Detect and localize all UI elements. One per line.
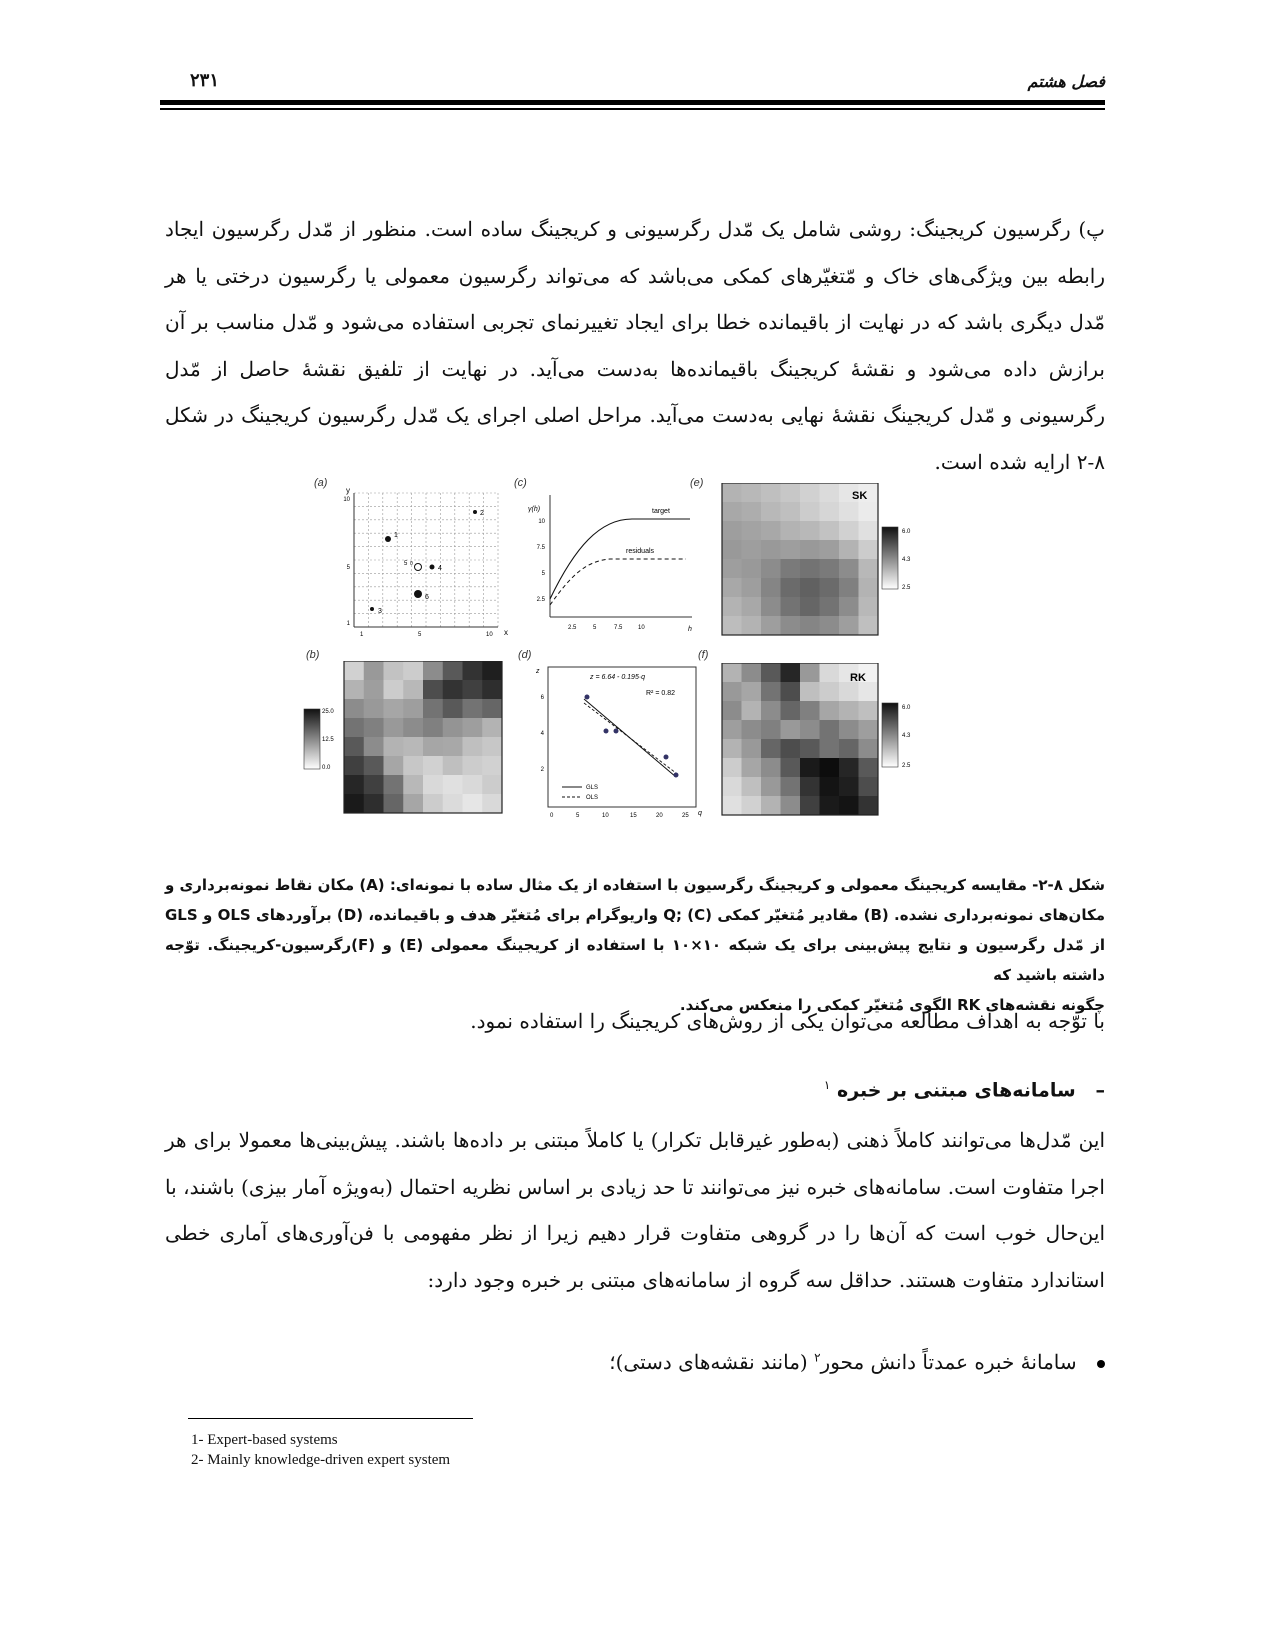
raster-cell [742,720,762,740]
covariate-colorbar [304,709,320,769]
raster-cell [781,701,801,721]
raster-cell [839,521,859,541]
bullet-text-b: (مانند نقشه‌های دستی)؛ [609,1350,808,1374]
raster-cell [781,597,801,617]
raster-cell [761,739,781,759]
raster-cell [384,718,404,738]
raster-cell [482,661,502,681]
raster-cell [463,794,483,814]
raster-cell [839,540,859,560]
data-point [614,729,619,734]
raster-cell [800,502,820,522]
panel-a-xtick-1: 1 [360,632,364,637]
raster-cell [364,661,384,681]
raster-cell [443,775,463,795]
raster-cell [781,777,801,797]
rk-title: RK [850,672,866,684]
raster-cell [482,680,502,700]
raster-cell [364,718,384,738]
regression-r2: R² = 0.82 [646,690,675,697]
raster-cell [722,701,742,721]
raster-cell [781,758,801,778]
raster-cell [423,775,443,795]
raster-cell [344,718,364,738]
raster-cell [364,699,384,719]
section-heading-expert-systems [824,1078,1105,1101]
bullet-item-knowledge-driven [609,1350,1105,1374]
raster-cell [839,720,859,740]
raster-cell [344,794,364,814]
panel-f-rk-map [720,663,940,817]
panel-label-f: (f) [698,649,709,661]
panel-d-xtick-25: 25 [682,813,689,819]
raster-cell [859,739,879,759]
raster-cell [722,616,742,636]
raster-cell [423,737,443,757]
bullet-text-a: سامانهٔ خبره عمدتاً دانش محور [820,1350,1077,1374]
raster-cell [859,796,879,816]
data-point [585,695,590,700]
raster-cell [722,777,742,797]
raster-cell [859,616,879,636]
raster-cell [403,699,423,719]
raster-cell [384,699,404,719]
panel-c-xlabel: h [688,626,692,633]
data-point [664,755,669,760]
raster-cell [839,502,859,522]
raster-cell [781,578,801,598]
raster-cell [859,701,879,721]
raster-cell [839,796,859,816]
raster-cell [482,775,502,795]
raster-cell [859,521,879,541]
raster-cell [761,578,781,598]
raster-cell [800,483,820,503]
header-rule-thin [160,108,1105,110]
raster-cell [722,540,742,560]
covariate-legend-0: 0.0 [322,765,331,771]
sample-label-5: 5 [404,561,408,567]
footnote-1: 1- Expert-based systems [191,1432,338,1448]
raster-cell [443,737,463,757]
panel-c-xtick-2.5: 2.5 [568,625,577,631]
raster-cell [742,578,762,598]
caption-last-line: چگونه نقشه‌های RK الگوی مُتغیّر کمکی را منعکس می‌کند. [679,996,1105,1014]
raster-cell [443,756,463,776]
legend-ols-label: OLS [586,795,599,801]
sk-legend-4.3: 4.3 [902,557,911,563]
rk-legend-6.0: 6.0 [902,705,911,711]
raster-cell [781,682,801,702]
panel-c-ytick-2.5: 2.5 [536,597,545,603]
raster-cell [859,777,879,797]
raster-cell [742,597,762,617]
raster-cell [820,720,840,740]
raster-cell [384,661,404,681]
raster-cell [344,661,364,681]
raster-cell [443,680,463,700]
raster-cell [403,737,423,757]
sample-point-1 [385,536,391,542]
sample-label-1: 1 [394,532,398,539]
footnote-mark-1: ۱ [823,1078,831,1092]
raster-cell [403,680,423,700]
panel-a-ytick-10: 10 [343,497,350,503]
raster-cell [859,682,879,702]
footnote-rule [188,1418,473,1419]
raster-cell [761,559,781,579]
residuals-curve-label: residuals [626,548,655,555]
raster-cell [443,661,463,681]
sample-point-6 [414,590,422,598]
raster-cell [781,739,801,759]
raster-cell [344,775,364,795]
rk-legend-2.5: 2.5 [902,763,911,769]
panel-c-ytick-10: 10 [538,519,545,525]
prediction-point [415,564,422,571]
raster-cell [839,682,859,702]
raster-cell [800,777,820,797]
raster-cell [781,559,801,579]
raster-cell [722,663,742,683]
raster-cell [761,540,781,560]
raster-cell [800,739,820,759]
raster-cell [839,616,859,636]
panel-d-regression [526,663,704,823]
panel-c-variogram [520,487,700,637]
data-point [604,729,609,734]
sk-legend-6.0: 6.0 [902,529,911,535]
raster-cell [781,521,801,541]
raster-cell [820,578,840,598]
sample-label-2: 2 [480,510,484,517]
raster-cell [722,720,742,740]
panel-label-d: (d) [518,649,532,661]
raster-cell [403,756,423,776]
raster-cell [722,758,742,778]
raster-cell [742,796,762,816]
raster-cell [443,718,463,738]
raster-cell [800,559,820,579]
raster-cell [722,483,742,503]
raster-cell [800,796,820,816]
raster-cell [344,699,364,719]
panel-label-b: (b) [306,649,320,661]
raster-cell [722,682,742,702]
sample-label-6: 6 [425,594,429,601]
raster-cell [742,777,762,797]
sample-point-4 [430,565,435,570]
panel-a-ytick-1: 1 [346,621,350,627]
footnote-2: 2- Mainly knowledge-driven expert system [191,1452,451,1468]
panel-d-xlabel: q [698,810,702,817]
raster-cell [463,680,483,700]
raster-cell [820,682,840,702]
raster-cell [839,597,859,617]
raster-cell [761,701,781,721]
raster-cell [800,720,820,740]
panel-c-xtick-7.5: 7.5 [614,625,623,631]
panel-a-xtick-5: 5 [418,632,422,637]
raster-cell [482,756,502,776]
raster-cell [800,682,820,702]
raster-cell [364,775,384,795]
raster-cell [364,737,384,757]
paragraph-kriging-choice: با توّجه به اهداف مطالعه می‌توان یکی از روش‌های کریجینگ را استفاده نمود. [470,1009,1105,1033]
panel-c-ytick-7.5: 7.5 [536,545,545,551]
raster-cell [761,502,781,522]
panel-d-xtick-15: 15 [630,813,637,819]
raster-cell [820,739,840,759]
raster-cell [463,756,483,776]
panel-label-e: (e) [690,477,704,489]
raster-cell [761,616,781,636]
panel-d-xtick-5: 5 [576,813,580,819]
raster-cell [742,540,762,560]
raster-cell [800,578,820,598]
raster-cell [800,701,820,721]
raster-cell [800,616,820,636]
raster-cell [742,682,762,702]
raster-cell [761,521,781,541]
ols-fit-line [584,703,676,773]
raster-cell [859,540,879,560]
raster-cell [423,718,443,738]
sample-label-4: 4 [438,565,442,572]
residual-variogram-curve [550,559,686,605]
panel-a-xlabel: x [504,628,508,637]
prediction-label: 0 [410,561,413,567]
raster-cell [761,483,781,503]
data-point [674,773,679,778]
raster-cell [761,796,781,816]
raster-cell [839,739,859,759]
raster-cell [423,680,443,700]
raster-cell [781,720,801,740]
regression-equation: z = 6.64 - 0.195·q [590,674,646,681]
raster-cell [820,758,840,778]
chapter-title: فصل هشتم [1027,72,1105,91]
raster-cell [761,597,781,617]
raster-cell [761,663,781,683]
panel-label-c: (c) [514,477,527,489]
raster-cell [820,483,840,503]
sample-point-2 [473,510,477,514]
raster-cell [722,578,742,598]
rk-legend-4.3: 4.3 [902,733,911,739]
page-number: ۲۳۱ [190,70,220,91]
raster-cell [781,663,801,683]
panel-b-covariate-map [300,661,510,817]
raster-cell [781,502,801,522]
raster-cell [722,597,742,617]
panel-c-ytick-5: 5 [541,571,545,577]
panel-a-ylabel: y [346,487,350,495]
raster-cell [781,616,801,636]
raster-cell [364,756,384,776]
panel-c-xtick-5: 5 [593,625,597,631]
raster-cell [742,758,762,778]
raster-cell [839,758,859,778]
raster-cell [820,502,840,522]
raster-cell [344,680,364,700]
panel-label-a: (a) [314,477,328,489]
rk-colorbar [882,703,898,767]
raster-cell [859,758,879,778]
raster-cell [364,680,384,700]
raster-cell [742,701,762,721]
raster-cell [800,521,820,541]
panel-c-xtick-10: 10 [638,625,645,631]
bullet-dot-icon [1097,1360,1105,1368]
page-header [160,70,1105,96]
raster-cell [722,559,742,579]
paragraph-regression-kriging: پ) رگرسیون کریجینگ: روشی شامل یک مّدل رگرسیونی و کریجینگ ساده است. منظور از مّدل رگرسیون ایجاد رابطه بین ویژگی‌های خاک و مّتغیّرهای کمکی می‌باشد که می‌تواند رگرسیون معمولی یا رگرسیون درختی یا هر مّدل دیگری باشد که در نهایت از باقیمانده خطا برای ایجاد تغییرنمای تجربی استفاده می‌شود و مّدل مناسب بر آن برازش داده می‌شود و نقشهٔ کریجینگ باقیمانده‌ها به‌دست می‌آید. در نهایت از تلفیق نقشهٔ حاصل از مّدل رگرسیونی و مّدل کریجینگ نقشهٔ نهایی به‌دست می‌آید. مراحل اصلی اجرای یک مّدل رگرسیون کریجینگ در شکل ۸-۲ ارایه شده است. [165,217,1105,474]
sample-point-3 [370,607,374,611]
raster-cell [344,737,364,757]
panel-c-ylabel: γ(h) [528,506,541,513]
raster-cell [403,718,423,738]
heading-dash: – [1095,1079,1105,1102]
raster-cell [781,540,801,560]
raster-cell [482,718,502,738]
panel-d-xtick-0: 0 [550,813,554,819]
raster-cell [781,483,801,503]
raster-cell [839,578,859,598]
panel-a-ytick-5: 5 [346,565,350,571]
footnote-mark-2: ۲ [814,1350,821,1365]
raster-cell [384,737,404,757]
raster-cell [482,699,502,719]
panel-a-xtick-10: 10 [486,632,493,637]
raster-cell [742,483,762,503]
raster-cell [859,597,879,617]
raster-cell [482,794,502,814]
sk-colorbar [882,527,898,589]
raster-cell [384,775,404,795]
raster-cell [820,701,840,721]
raster-cell [761,682,781,702]
raster-cell [820,777,840,797]
raster-cell [859,559,879,579]
raster-cell [859,720,879,740]
raster-cell [463,718,483,738]
raster-cell [423,661,443,681]
raster-cell [820,597,840,617]
raster-cell [800,540,820,560]
panel-e-sk-map [720,483,940,637]
raster-cell [463,661,483,681]
raster-cell [761,758,781,778]
panel-d-ylabel: z [536,668,540,675]
raster-cell [722,521,742,541]
raster-cell [463,775,483,795]
raster-cell [443,794,463,814]
raster-cell [443,699,463,719]
raster-cell [800,597,820,617]
raster-cell [839,559,859,579]
raster-cell [859,578,879,598]
panel-d-xtick-10: 10 [602,813,609,819]
legend-gls-label: GLS [586,785,599,791]
raster-cell [463,737,483,757]
panel-d-xtick-20: 20 [656,813,663,819]
raster-cell [403,794,423,814]
raster-cell [820,796,840,816]
raster-cell [722,739,742,759]
sk-legend-2.5: 2.5 [902,585,911,591]
raster-cell [722,796,742,816]
raster-cell [800,663,820,683]
raster-cell [722,502,742,522]
raster-cell [820,616,840,636]
raster-cell [384,680,404,700]
covariate-legend-12.5: 12.5 [322,737,334,743]
raster-cell [839,777,859,797]
raster-cell [742,663,762,683]
target-variogram-curve [550,519,690,599]
raster-cell [859,502,879,522]
raster-cell [800,758,820,778]
raster-cell [742,502,762,522]
raster-cell [423,699,443,719]
raster-cell [364,794,384,814]
heading-text: سامانه‌های مبتنی بر خبره [837,1079,1076,1102]
panel-d-ytick-2: 2 [540,767,544,773]
covariate-legend-25: 25.0 [322,709,334,715]
raster-cell [384,756,404,776]
raster-cell [761,720,781,740]
figure-8-2 [300,477,940,862]
raster-cell [820,663,840,683]
target-curve-label: target [652,508,670,515]
raster-cell [403,661,423,681]
paragraph-expert-systems: این مّدل‌ها می‌توانند کاملاً ذهنی (به‌طور غیرقابل تکرار) یا کاملاً مبتنی بر داده‌ها باشند. پیش‌بینی‌ها معمولا برای هر اجرا متفاوت است. سامانه‌های خبره نیز می‌توانند تا حد زیادی بر اساس نظریه احتمال (به‌ویژه آمار بیزی) باشند، با این‌حال خوب است که آن‌ها را در گروهی متفاوت قرار دهیم زیرا از نظر مفهومی با فن‌آوری‌های آماری خطی استاندارد متفاوت هستند. حداقل سه گروه از سامانه‌های مبتنی بر خبره وجود دارد: [165,1128,1105,1292]
raster-cell [781,796,801,816]
raster-cell [820,559,840,579]
raster-cell [839,701,859,721]
sk-title: SK [852,490,868,502]
raster-cell [423,794,443,814]
raster-cell [423,756,443,776]
raster-cell [482,737,502,757]
raster-cell [761,777,781,797]
panel-d-ytick-4: 4 [540,731,544,737]
header-rule-thick [160,100,1105,105]
raster-cell [344,756,364,776]
raster-cell [820,540,840,560]
raster-cell [742,739,762,759]
raster-cell [742,616,762,636]
raster-cell [820,521,840,541]
raster-cell [463,699,483,719]
raster-cell [403,775,423,795]
panel-d-ytick-6: 6 [540,695,544,701]
caption-body: شکل ۸-۲- مقایسه کریجینگ معمولی و کریجینگ رگرسیون با استفاده از یک مثال ساده با نمونه‌ای: (A) مکان نقاط نمونه‌برداری و مکان‌های نمونه‌برداری نشده. (B) مقادیر مُتغیّر کمکی Q; (C) واریوگرام برای مُتغیّر هدف و باقیمانده، (D) برآوردهای OLS و GLS از مّدل رگرسیون و نتایج پیش‌بینی برای یک شبکه ۱۰×۱۰ با استفاده از کریجینگ معمولی (E) و (F)رگرسیون-کریجینگ. توّجه داشته باشید که [165,876,1106,984]
raster-cell [384,794,404,814]
sample-label-3: 3 [378,608,382,615]
raster-cell [742,521,762,541]
raster-cell [742,559,762,579]
panel-a-sampling-map [340,487,510,637]
